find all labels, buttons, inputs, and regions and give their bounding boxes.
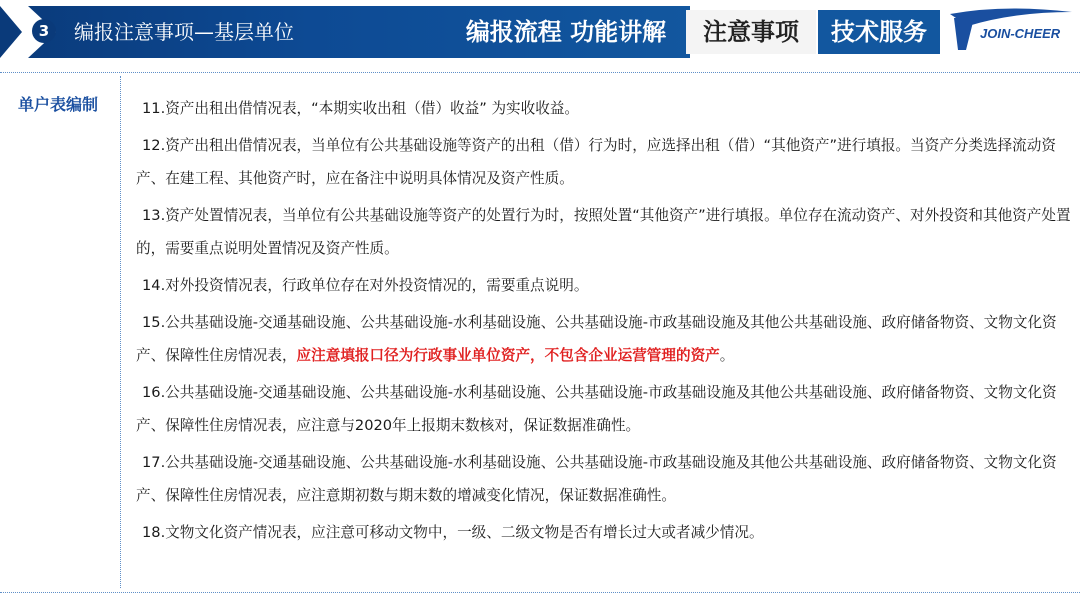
note-item-13: 13.资产处置情况表，当单位有公共基础设施等资产的处置行为时，按照处置“其他资产”进行填报。单位存在流动资产、对外投资和其他资产处置的，需要重点说明处置情况及资产性质。 [136, 207, 1071, 257]
svg-text:JOIN-CHEER: JOIN-CHEER [980, 26, 1061, 41]
note-item-15-end: 。 [719, 347, 735, 364]
note-item-14: 14.对外投资情况表，行政单位存在对外投资情况的，需要重点说明。 [142, 277, 589, 294]
note-item-12: 12.资产出租出借情况表，当单位有公共基础设施等资产的出租（借）行为时，应选择出租（借）“其他资产”进行填报。当资产分类选择流动资产、在建工程、其他资产时，应在备注中说明具体情况及资产性质。 [136, 137, 1056, 187]
slide-header [0, 0, 1080, 62]
bottom-divider [0, 592, 1080, 593]
page-title: 编报注意事项—基层单位 [74, 20, 294, 44]
note-item-11: 11.资产出租出借情况表，“本期实收出租（借）收益” 为实收收益。 [142, 100, 580, 117]
note-item-15 [136, 306, 1076, 372]
nav-notes[interactable]: 注意事项 [686, 10, 816, 54]
section-number: 3 [32, 19, 56, 43]
nav-process-features[interactable]: 编报流程 功能讲解 [465, 18, 667, 46]
side-divider [120, 76, 121, 588]
nav-tech-service[interactable]: 技术服务 [818, 10, 940, 54]
note-item-16: 16.公共基础设施-交通基础设施、公共基础设施-水利基础设施、公共基础设施-市政基础设施及其他公共基础设施、政府储备物资、文物文化资产、保障性住房情况表，应注意与2020年上报期末数核对，保证数据准确性。 [136, 384, 1057, 434]
note-item-15-text: 15.公共基础设施-交通基础设施、公共基础设施-水利基础设施、公共基础设施-市政基础设施及其他公共基础设施、政府储备物资、文物文化资产、保障性住房情况表， [136, 314, 1057, 364]
join-cheer-logo [944, 4, 1078, 58]
note-item-17: 17.公共基础设施-交通基础设施、公共基础设施-水利基础设施、公共基础设施-市政基础设施及其他公共基础设施、政府储备物资、文物文化资产、保障性住房情况表，应注意期初数与期末数的增减变化情况，保证数据准确性。 [136, 454, 1057, 504]
header-divider [0, 72, 1080, 73]
notes-content [136, 92, 1076, 553]
note-item-18: 18.文物文化资产情况表，应注意可移动文物中，一级、二级文物是否有增长过大或者减少情况。 [142, 524, 764, 541]
note-item-15-highlight: 应注意填报口径为行政事业单位资产，不包含企业运营管理的资产 [296, 347, 720, 364]
side-label: 单户表编制 [18, 95, 99, 114]
